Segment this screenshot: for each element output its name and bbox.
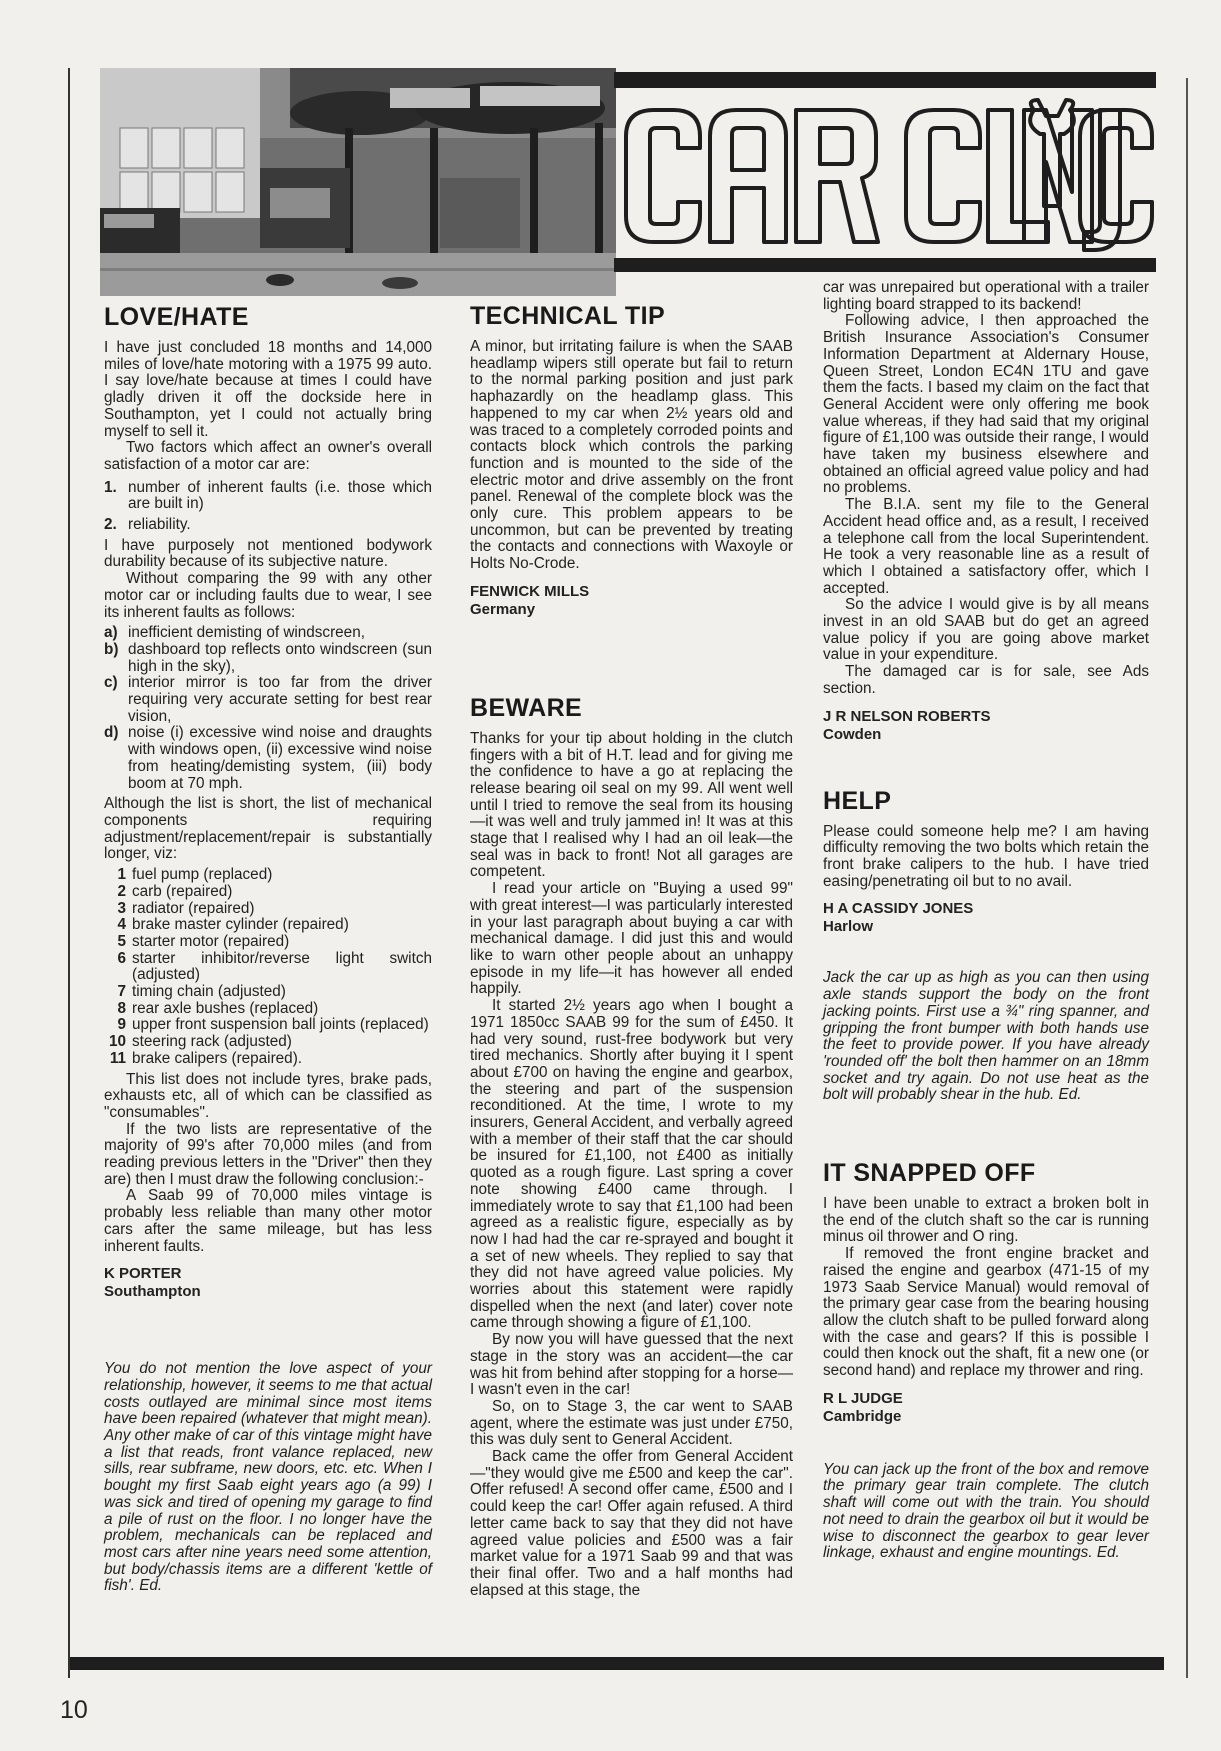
editor-reply: You do not mention the love aspect of your relationship, however, it seems to me that actual costs outlayed are minimal since most items have been repaired (whatever that might mean). Any other make of car of this vintage might have a list that reads, front valance replaced, new sills, rear subframe, new doors, etc. etc. When I bought my first Saab eight years ago (a 99) I was sick and tired of opening my garage to find a pile of rust on the floor. I no longer have the problem, mechanicals can be replaced and most cars after nine years need some attention, but body/chassis items are a different 'kettle of fish'. Ed. <box>104 1360 432 1595</box>
signature <box>823 708 1149 744</box>
list-item <box>104 901 432 918</box>
left-margin-rule <box>68 68 70 1678</box>
list-number: 8 <box>117 999 126 1017</box>
paragraph: Please could someone help me? I am having difficulty removing the two bolts which retain the front brake calipers to the hub. I have tried easing/penetrating oil but to no avail. <box>823 822 1149 890</box>
list-item <box>104 867 432 884</box>
editor-reply: You can jack up the front of the box and remove the primary gear train complete. The clutch shaft will come out with the train. You should not need to drain the gearbox oil but it would be wise to disconnect the gearbox to gear lever linkage, exhaust and engine mountings. Ed. <box>823 1460 1149 1562</box>
list-item <box>104 951 432 984</box>
paragraph: It started 2½ years ago when I bought a 1971 1850cc SAAB 99 for the sum of £450. It had very sound, rust-free bodywork but very tired mechanics. Shortly after buying it I spent about £700 on having the engine and gearbox, the steering and part of the suspension reconditioned. At the time, I wrote to my insurers, General Accident, and verbally agreed with a member of their staff that the car should be insured for £1,100, not £400 as initially quoted as a rough figure. Last spring a cover note showing £400 came through. I immediately wrote to say that £1,100 had been agreed as a realistic figure, especially as by now I had had the car re-sprayed and bought it a set of new wheels. They replied to say that they did not have agreed value policies. My worries about this statement were rapidly dispelled when the next (and later) cover note came through showing a figure of £1,100. <box>470 997 793 1332</box>
paragraph: I have purposely not mentioned bodywork durability because of its subjective nature. <box>104 536 432 571</box>
list-text: carb (repaired) <box>132 882 233 900</box>
list-text: inefficient demisting of windscreen, <box>128 624 365 642</box>
factors-list <box>104 480 432 534</box>
list-text: interior mirror is too far from the driver requiring very accurate setting for best rear vision, <box>128 674 432 725</box>
list-letter: a) <box>104 624 118 642</box>
column-2 <box>470 303 793 1599</box>
article-help <box>823 788 1149 1104</box>
list-item <box>104 642 432 675</box>
signature <box>470 583 793 619</box>
signature <box>823 1390 1149 1426</box>
paragraph: car was unrepaired but operational with a trailer lighting board strapped to its backend! <box>823 279 1149 313</box>
author-name: K PORTER <box>104 1265 182 1283</box>
right-margin-rule <box>1186 78 1188 1678</box>
signature <box>823 900 1149 936</box>
paragraph: This list does not include tyres, brake pads, exhausts etc, all of which can be classified as "consumables". <box>104 1070 432 1121</box>
list-number: 6 <box>117 949 126 967</box>
list-text: noise (i) excessive wind noise and draughts with windows open, (ii) excessive wind noise from heating/demisting system, (iii) body boom at 70 mph. <box>128 724 432 792</box>
signature <box>104 1265 432 1301</box>
list-text: steering rack (adjusted) <box>132 1033 292 1051</box>
author-name: FENWICK MILLS <box>470 582 590 600</box>
article-heading: HELP <box>823 786 892 815</box>
article-love-hate <box>104 304 432 1595</box>
column-1 <box>104 304 432 1595</box>
author-location: Cowden <box>823 725 882 743</box>
paragraph: So, on to Stage 3, the car went to SAAB agent, where the estimate was just under £750, this was duly sent to General Accident. <box>470 1397 793 1449</box>
author-location: Southampton <box>104 1283 201 1301</box>
article-heading: BEWARE <box>470 693 583 722</box>
paragraph: Two factors which affect an owner's overall satisfaction of a motor car are: <box>104 439 432 473</box>
list-item <box>104 1034 432 1051</box>
list-text: number of inherent faults (i.e. those which are built in) <box>128 478 432 513</box>
list-letter: b) <box>104 640 119 658</box>
author-location: Cambridge <box>823 1407 902 1425</box>
paragraph: The B.I.A. sent my file to the General Accident head office and, as a result, I received a telephone call from the local Superintendent. He took a very reasonable line as a result of which I obtained a satisfactory offer, which I accepted. <box>823 496 1149 597</box>
editor-reply: Jack the car up as high as you can then using axle stands support the body on the front jacking points. First use a ¾" ring spanner, and gripping the front bumper with both hands use the feet to provide power. If you have already 'rounded off' the bolt then hammer on an 18mm socket and try again. Do not use heat as the bolt will probably shear in the hub. Ed. <box>823 969 1149 1104</box>
list-item <box>104 984 432 1001</box>
list-number: 5 <box>117 932 126 950</box>
paragraph: I have just concluded 18 months and 14,000 miles of love/hate motoring with a 1975 99 auto. I say love/hate because at times I could have gladly driven it off the dockside here in Southampton, yet I could not actually bring myself to sell it. <box>104 339 432 440</box>
list-number: 7 <box>117 983 126 1001</box>
masthead-bottom-bar <box>614 258 1156 272</box>
car-clinic-logo <box>614 96 1156 256</box>
list-number: 10 <box>108 1033 126 1051</box>
paragraph: So the advice I would give is by all means invest in an old SAAB but do get an agreed value policy if you are going above market value in your expenditure. <box>823 596 1149 664</box>
author-name: J R NELSON ROBERTS <box>823 707 991 725</box>
paragraph: I read your article on "Buying a used 99" with great interest—I was particularly interested in your last paragraph about buying a car with mechanical damage. I did just this and would like to warn other people about an unhappy episode in my life—it has however all ended happily. <box>470 880 793 998</box>
author-location: Germany <box>470 600 536 618</box>
article-heading: LOVE/HATE <box>104 303 249 331</box>
list-letter: c) <box>104 674 118 692</box>
list-item <box>104 884 432 901</box>
article-technical-tip <box>470 303 793 619</box>
article-heading: IT SNAPPED OFF <box>823 1159 1036 1188</box>
column-3 <box>823 280 1149 1562</box>
page-number: 10 <box>60 1696 88 1724</box>
paragraph: Following advice, I then approached the British Insurance Association's Consumer Information Department at Aldernary House, Queen Street, London EC4N 1TU and gave them the facts. I based my claim on the fact that General Accident were only offering me book value whereas, if they had said that my original figure of £1,100 was outside their range, I would have taken my business elsewhere and obtained an official agreed value policy and had no problems. <box>823 312 1149 497</box>
list-item <box>104 917 432 934</box>
paragraph: If the two lists are representative of the majority of 99's after 70,000 miles (and from reading previous letters in the "Driver" then they are) then I must draw the following conclusion:- <box>104 1120 432 1188</box>
paragraph: The damaged car is for sale, see Ads section. <box>823 663 1149 697</box>
list-number: 2 <box>117 882 126 900</box>
paragraph: Thanks for your tip about holding in the clutch fingers with a bit of H.T. lead and for giving me the confidence to have a go at replacing the release bearing oil seal on my 99. All went well until I tried to remove the seal from its housing—it was well and truly jammed in! It was at this stage that I realised why I had an oil leak—the seal was in back to front! Not all garages are competent. <box>470 729 793 881</box>
footer-bar <box>70 1657 1164 1670</box>
list-item <box>104 934 432 951</box>
masthead-top-bar <box>614 72 1156 88</box>
paragraph: Without comparing the 99 with any other motor car or including faults due to wear, I see its inherent faults as follows: <box>104 570 432 621</box>
faults-list <box>104 625 432 792</box>
list-item <box>104 480 432 513</box>
paragraph: Although the list is short, the list of mechanical components requiring adjustment/replacement/repair is substantially longer, viz: <box>104 795 432 863</box>
list-letter: d) <box>104 724 119 742</box>
paragraph: If removed the front engine bracket and raised the engine and gearbox (471-15 of my 1973 Saab Service Manual) would removal of the primary gear case from the bearing housing allow the clutch shaft to be pulled forward along with the case and gears? If this is possible I could then knock out the shaft, fit a new one (or second hand) and replace my thrower and ring. <box>823 1245 1149 1380</box>
list-item <box>104 1001 432 1018</box>
list-text: fuel pump (replaced) <box>132 866 273 884</box>
list-text: timing chain (adjusted) <box>132 983 286 1001</box>
paragraph: A Saab 99 of 70,000 miles vintage is probably less reliable than many other motor cars after the same mileage, but has less inherent faults. <box>104 1187 432 1255</box>
paragraph: By now you will have guessed that the next stage in the story was an accident—the car was hit from behind after stopping for a horse—I wasn't even in the car! <box>470 1331 793 1399</box>
author-location: Harlow <box>823 918 874 936</box>
paragraph: I have been unable to extract a broken bolt in the end of the clutch shaft so the car is running minus oil thrower and O ring. <box>823 1195 1149 1246</box>
list-number: 9 <box>117 1016 126 1034</box>
list-number: 1 <box>117 866 126 884</box>
author-name: R L JUDGE <box>823 1389 903 1407</box>
parts-list <box>104 867 432 1067</box>
list-item <box>104 1017 432 1034</box>
list-text: radiator (repaired) <box>132 899 255 917</box>
garage-workshop-photo <box>100 68 616 296</box>
article-heading: TECHNICAL TIP <box>470 302 666 330</box>
list-text: reliability. <box>128 516 191 534</box>
list-item <box>104 725 432 792</box>
article-beware <box>470 695 793 1600</box>
list-text: dashboard top reflects onto windscreen (sun high in the sky), <box>128 640 432 675</box>
list-number: 4 <box>117 916 126 934</box>
list-text: brake calipers (repaired). <box>132 1049 303 1067</box>
list-item <box>104 625 432 642</box>
article-it-snapped-off <box>823 1160 1149 1562</box>
list-text: brake master cylinder (repaired) <box>132 916 349 934</box>
list-number: 11 <box>109 1049 126 1067</box>
list-item <box>104 675 432 725</box>
list-text: upper front suspension ball joints (replaced) <box>132 1016 429 1034</box>
list-text: starter motor (repaired) <box>132 932 290 950</box>
article-beware-continued <box>823 280 1149 744</box>
list-number: 3 <box>117 899 126 917</box>
list-text: starter inhibitor/reverse light switch (adjusted) <box>132 949 432 984</box>
paragraph: A minor, but irritating failure is when the SAAB headlamp wipers still operate but fail to return to the normal parking position and just park haphazardly on the headlamp glass. This happened to my car when 2½ years old and was traced to a completely corroded points and contacts block which controls the parking function and is mounted to the side of the electric motor and drive assembly on the front panel. Renewal of the complete block was the only cure. This problem appears to be uncommon, but can be prevented by treating the contacts and connections with Waxoyle or Holts No-Crode. <box>470 338 793 573</box>
list-text: rear axle bushes (replaced) <box>132 999 319 1017</box>
list-item <box>104 1051 432 1068</box>
list-item <box>104 517 432 534</box>
list-number: 2. <box>104 516 117 534</box>
author-name: H A CASSIDY JONES <box>823 900 974 918</box>
list-number: 1. <box>104 478 117 496</box>
paragraph: Back came the offer from General Accident—"they would give me £500 and keep the car". Offer refused! A second offer came, £500 and I could keep the car! Offer again refused. A third letter came back to say that they did not have agreed value policies and £500 was a fair market value for a 1971 Saab 99 and that was their final offer. Two and a half months had elapsed at this stage, the <box>470 1448 793 1599</box>
